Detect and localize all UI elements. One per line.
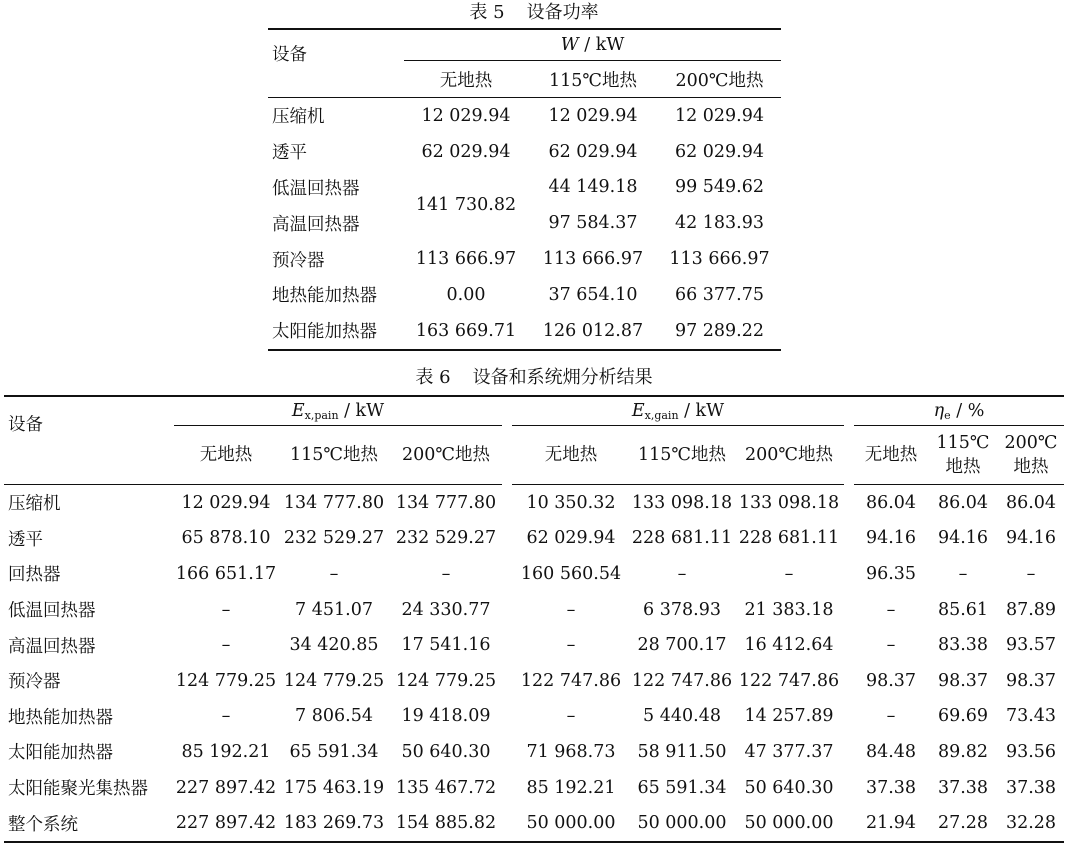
cell: – bbox=[958, 563, 968, 584]
cell: 163 669.71 bbox=[415, 320, 517, 341]
cell: 98.37 bbox=[865, 670, 917, 691]
table-row bbox=[4, 699, 1064, 735]
cell: 27.28 bbox=[937, 813, 989, 834]
efficiency-unit: / % bbox=[950, 400, 985, 421]
cell: 7 806.54 bbox=[295, 706, 373, 727]
cell: 93.57 bbox=[1005, 635, 1057, 656]
cell: 183 269.73 bbox=[283, 813, 385, 834]
column-gap bbox=[502, 663, 512, 699]
cell: 97 289.22 bbox=[674, 320, 765, 341]
cell: 12 029.94 bbox=[421, 105, 511, 126]
column-gap bbox=[844, 805, 854, 842]
table5 bbox=[268, 28, 781, 351]
cell: 50 000.00 bbox=[744, 813, 834, 834]
row-label: 透平 bbox=[8, 529, 43, 550]
cell: – bbox=[566, 599, 576, 620]
cell: 62 029.94 bbox=[674, 141, 765, 162]
cell: – bbox=[886, 599, 896, 620]
table6-col-header: 115℃地热 bbox=[278, 426, 390, 485]
exergy-symbol: E bbox=[291, 400, 305, 421]
column-gap bbox=[844, 770, 854, 806]
cell: 50 640.30 bbox=[401, 741, 491, 762]
column-gap bbox=[502, 396, 512, 485]
cell: 227 897.42 bbox=[175, 777, 277, 798]
column-gap bbox=[502, 734, 512, 770]
cell: 12 029.94 bbox=[674, 105, 765, 126]
row-label: 高温回热器 bbox=[8, 636, 96, 657]
cell: 89.82 bbox=[937, 741, 989, 762]
cell: 134 777.80 bbox=[283, 492, 385, 513]
cell: 12 029.94 bbox=[181, 492, 271, 513]
cell: 50 000.00 bbox=[637, 813, 727, 834]
power-symbol: W bbox=[560, 35, 579, 55]
cell: 6 378.93 bbox=[643, 599, 721, 620]
cell: 21 383.18 bbox=[744, 599, 834, 620]
table-row bbox=[268, 170, 781, 206]
cell: 42 183.93 bbox=[674, 213, 765, 234]
exergy-subscript: x,gain bbox=[644, 408, 679, 422]
table-row bbox=[4, 556, 1064, 592]
row-label: 地热能加热器 bbox=[272, 286, 377, 307]
table5-header-row-1 bbox=[268, 29, 781, 61]
row-label: 高温回热器 bbox=[272, 214, 360, 235]
cell: 232 529.27 bbox=[395, 528, 497, 549]
cell: 44 149.18 bbox=[548, 177, 638, 198]
cell: – bbox=[784, 563, 794, 584]
table6-caption-title: 设备和系统㶲分析结果 bbox=[472, 367, 653, 388]
cell: 19 418.09 bbox=[401, 706, 491, 727]
efficiency-symbol: η bbox=[933, 400, 945, 421]
cell: 98.37 bbox=[1005, 670, 1057, 691]
row-label: 低温回热器 bbox=[272, 178, 360, 199]
table6-col-header bbox=[928, 426, 998, 485]
table-row bbox=[4, 627, 1064, 663]
power-unit: / kW bbox=[578, 35, 625, 55]
cell: 99 549.62 bbox=[674, 177, 765, 198]
column-gap bbox=[844, 627, 854, 663]
cell: – bbox=[1026, 563, 1036, 584]
table6-group-header-gain bbox=[512, 396, 844, 426]
table5-col-header: 无地热 bbox=[404, 61, 528, 98]
cell: 5 440.48 bbox=[643, 706, 721, 727]
cell: – bbox=[677, 563, 687, 584]
row-label: 透平 bbox=[272, 143, 307, 164]
cell: 126 012.87 bbox=[542, 320, 644, 341]
cell: 17 541.16 bbox=[401, 635, 491, 656]
column-gap bbox=[502, 770, 512, 806]
cell: 62 029.94 bbox=[526, 528, 616, 549]
cell: 113 666.97 bbox=[415, 249, 517, 270]
table6-col-header: 无地热 bbox=[174, 426, 278, 485]
table-row bbox=[4, 770, 1064, 806]
efficiency-subscript: e bbox=[944, 408, 951, 422]
cell: 0.00 bbox=[446, 284, 486, 305]
merged-cell: 141 730.82 bbox=[415, 195, 517, 216]
cell: – bbox=[221, 599, 231, 620]
column-gap bbox=[844, 663, 854, 699]
cell: 62 029.94 bbox=[548, 141, 638, 162]
table6-group-header-pain bbox=[174, 396, 502, 426]
cell: 69.69 bbox=[937, 706, 989, 727]
cell: 122 747.86 bbox=[520, 670, 622, 691]
row-label: 压缩机 bbox=[8, 494, 61, 515]
table6-col-header: 200℃地热 bbox=[734, 426, 844, 485]
table6-header-row-1 bbox=[4, 396, 1064, 426]
cell: 228 681.11 bbox=[631, 528, 733, 549]
cell: 71 968.73 bbox=[526, 741, 616, 762]
cell: 10 350.32 bbox=[526, 492, 616, 513]
column-gap bbox=[844, 556, 854, 592]
table5-col-header: 200℃地热 bbox=[658, 61, 781, 98]
column-gap bbox=[844, 699, 854, 735]
cell: 228 681.11 bbox=[738, 528, 840, 549]
table-row bbox=[4, 805, 1064, 842]
table6-col-header: 115℃地热 bbox=[630, 426, 734, 485]
cell: 86.04 bbox=[865, 492, 917, 513]
cell: – bbox=[886, 635, 896, 656]
cell: 94.16 bbox=[937, 528, 989, 549]
table5-caption-number: 表 5 bbox=[469, 2, 505, 23]
cell: 65 591.34 bbox=[637, 777, 727, 798]
cell: – bbox=[441, 563, 451, 584]
cell: 86.04 bbox=[1005, 492, 1057, 513]
table-row bbox=[268, 313, 781, 350]
table5-caption bbox=[0, 2, 1068, 24]
column-gap bbox=[502, 485, 512, 521]
cell: 21.94 bbox=[865, 813, 917, 834]
exergy-subscript: x,pain bbox=[304, 408, 339, 422]
cell: 134 777.80 bbox=[395, 492, 497, 513]
table-row bbox=[268, 241, 781, 277]
cell: 32.28 bbox=[1005, 813, 1057, 834]
cell: – bbox=[221, 635, 231, 656]
column-gap bbox=[844, 734, 854, 770]
cell: 83.38 bbox=[937, 635, 989, 656]
column-gap bbox=[502, 805, 512, 842]
row-label: 预冷器 bbox=[272, 250, 325, 271]
table6-group-header-efficiency bbox=[854, 396, 1064, 426]
cell: – bbox=[566, 635, 576, 656]
table-row bbox=[4, 521, 1064, 557]
table6-col-header: 无地热 bbox=[854, 426, 928, 485]
cell: 58 911.50 bbox=[637, 741, 727, 762]
cell: 124 779.25 bbox=[395, 670, 497, 691]
cell: 87.89 bbox=[1005, 599, 1057, 620]
cell: 133 098.18 bbox=[631, 492, 733, 513]
table6 bbox=[4, 395, 1064, 843]
cell: – bbox=[566, 706, 576, 727]
row-label: 太阳能加热器 bbox=[8, 743, 113, 764]
cell: 24 330.77 bbox=[401, 599, 491, 620]
cell: – bbox=[221, 706, 231, 727]
table-row bbox=[4, 734, 1064, 770]
column-gap bbox=[844, 485, 854, 521]
cell: 160 560.54 bbox=[520, 563, 622, 584]
cell: 94.16 bbox=[1005, 528, 1057, 549]
cell: 37.38 bbox=[937, 777, 989, 798]
cell: 34 420.85 bbox=[289, 635, 379, 656]
cell: 50 000.00 bbox=[526, 813, 616, 834]
cell: 98.37 bbox=[937, 670, 989, 691]
col-header-line: 200℃ bbox=[1004, 433, 1058, 453]
exergy-symbol: E bbox=[631, 400, 645, 421]
row-label: 低温回热器 bbox=[8, 601, 96, 622]
column-gap bbox=[844, 396, 854, 485]
exergy-unit: / kW bbox=[678, 400, 725, 421]
cell: 122 747.86 bbox=[738, 670, 840, 691]
cell: – bbox=[886, 706, 896, 727]
cell: 50 640.30 bbox=[744, 777, 834, 798]
table6-col-header: 无地热 bbox=[512, 426, 630, 485]
cell: 133 098.18 bbox=[738, 492, 840, 513]
column-gap bbox=[502, 521, 512, 557]
row-label: 整个系统 bbox=[8, 814, 78, 835]
column-gap bbox=[502, 592, 512, 628]
cell: 84.48 bbox=[865, 741, 917, 762]
cell: 175 463.19 bbox=[283, 777, 385, 798]
table-row bbox=[268, 98, 781, 134]
table6-col-header: 200℃地热 bbox=[390, 426, 502, 485]
row-label: 太阳能加热器 bbox=[272, 322, 377, 343]
cell: 232 529.27 bbox=[283, 528, 385, 549]
cell: 73.43 bbox=[1005, 706, 1057, 727]
row-label: 太阳能聚光集热器 bbox=[8, 779, 148, 800]
table-row bbox=[268, 277, 781, 313]
table6-caption bbox=[0, 367, 1068, 389]
cell: 124 779.25 bbox=[283, 670, 385, 691]
cell: – bbox=[329, 563, 339, 584]
table-row bbox=[4, 663, 1064, 699]
cell: 7 451.07 bbox=[295, 599, 373, 620]
col-header-line: 115℃ bbox=[936, 433, 990, 453]
table6-caption-number: 表 6 bbox=[415, 367, 451, 388]
cell: 227 897.42 bbox=[175, 813, 277, 834]
cell: 37.38 bbox=[1005, 777, 1057, 798]
cell: 28 700.17 bbox=[637, 635, 727, 656]
cell: 124 779.25 bbox=[175, 670, 277, 691]
cell: 166 651.17 bbox=[175, 563, 277, 584]
cell: 65 591.34 bbox=[289, 741, 379, 762]
row-label: 压缩机 bbox=[272, 107, 325, 128]
row-label: 回热器 bbox=[8, 565, 61, 586]
table5-group-header bbox=[404, 29, 781, 61]
column-gap bbox=[502, 699, 512, 735]
cell: 122 747.86 bbox=[631, 670, 733, 691]
column-gap bbox=[502, 627, 512, 663]
table5-row-header: 设备 bbox=[268, 29, 404, 98]
table5-caption-title: 设备功率 bbox=[526, 2, 599, 23]
cell: 47 377.37 bbox=[744, 741, 834, 762]
table6-row-header: 设备 bbox=[4, 396, 174, 485]
cell: 113 666.97 bbox=[669, 249, 770, 270]
cell: 113 666.97 bbox=[542, 249, 644, 270]
cell: 62 029.94 bbox=[421, 141, 511, 162]
cell: 37.38 bbox=[865, 777, 917, 798]
cell: 96.35 bbox=[865, 563, 917, 584]
cell: 85 192.21 bbox=[181, 741, 271, 762]
table-row bbox=[4, 485, 1064, 521]
cell: 94.16 bbox=[865, 528, 917, 549]
col-header-line: 地热 bbox=[1013, 457, 1049, 477]
cell: 65 878.10 bbox=[181, 528, 271, 549]
row-label: 预冷器 bbox=[8, 672, 61, 693]
column-gap bbox=[502, 556, 512, 592]
cell: 16 412.64 bbox=[744, 635, 834, 656]
cell: 97 584.37 bbox=[548, 213, 638, 234]
column-gap bbox=[844, 521, 854, 557]
cell: 154 885.82 bbox=[395, 813, 497, 834]
table-row bbox=[4, 592, 1064, 628]
cell: 85.61 bbox=[937, 599, 989, 620]
column-gap bbox=[844, 592, 854, 628]
exergy-unit: / kW bbox=[338, 400, 385, 421]
col-header-line: 地热 bbox=[945, 457, 981, 477]
cell: 85 192.21 bbox=[526, 777, 616, 798]
cell: 37 654.10 bbox=[548, 284, 638, 305]
table-row bbox=[268, 134, 781, 170]
cell: 86.04 bbox=[937, 492, 989, 513]
cell: 93.56 bbox=[1005, 741, 1057, 762]
table6-col-header bbox=[998, 426, 1064, 485]
table5-col-header: 115℃地热 bbox=[528, 61, 658, 98]
table6-body bbox=[4, 485, 1064, 842]
row-label: 地热能加热器 bbox=[8, 707, 113, 728]
cell: 66 377.75 bbox=[674, 284, 765, 305]
cell: 12 029.94 bbox=[548, 105, 638, 126]
cell: 14 257.89 bbox=[744, 706, 834, 727]
cell: 135 467.72 bbox=[395, 777, 497, 798]
